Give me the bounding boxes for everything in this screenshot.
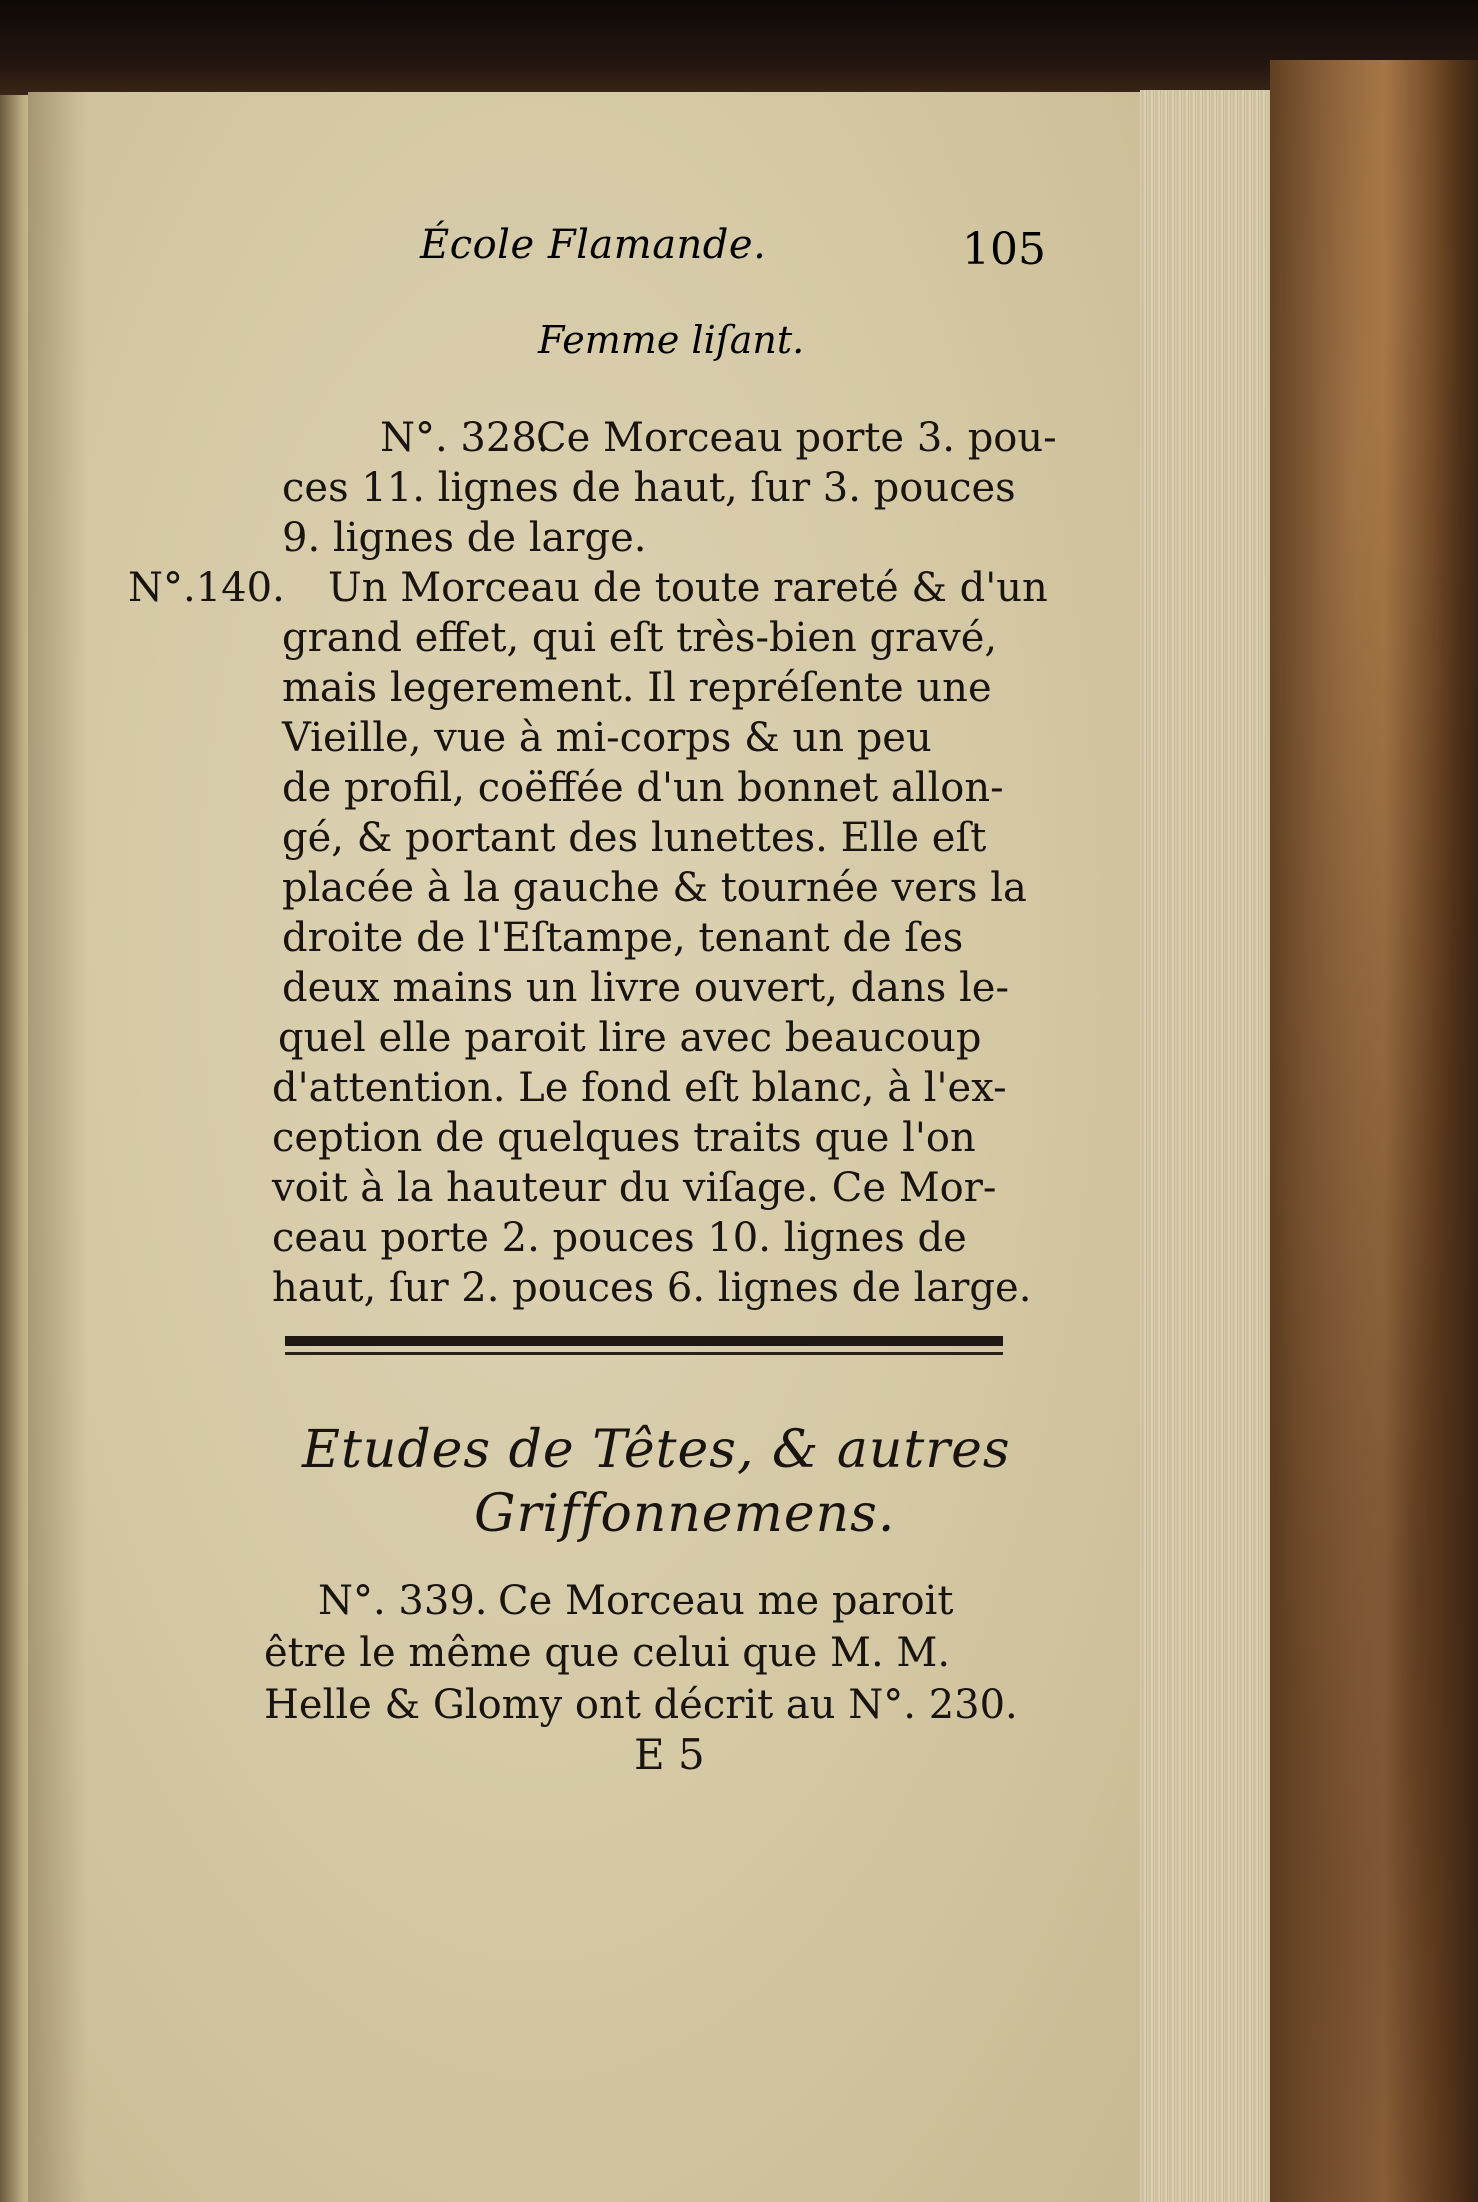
page-number: 105 <box>962 224 1046 275</box>
book-cover-top <box>0 0 1478 95</box>
page-block-edges <box>1140 90 1280 2202</box>
entry-line: être le même que celui que M. M. <box>264 1630 951 1676</box>
entry-line: de profil, coëffée d'un bonnet allon- <box>282 765 1004 811</box>
entry-line: Vieille, vue à mi-corps & un peu <box>282 715 932 761</box>
running-head: École Flamande. <box>420 222 767 268</box>
entry-line: mais legerement. Il repréſente une <box>282 665 992 711</box>
entry-line: d'attention. Le fond eſt blanc, à l'ex- <box>272 1065 1007 1111</box>
note-line: ces 11. lignes de haut, ſur 3. pouces <box>282 465 1016 511</box>
entry-number: N°. 339. <box>318 1578 488 1624</box>
section-heading: Etudes de Têtes, & autres <box>302 1420 1011 1480</box>
entry-line: quel elle paroit lire avec beaucoup <box>278 1015 982 1061</box>
entry-line: ceau porte 2. pouces 10. lignes de <box>272 1215 967 1261</box>
divider-thick-line <box>285 1336 1003 1346</box>
entry-number: N°.140. <box>128 565 285 611</box>
note-line: 9. lignes de large. <box>282 515 647 561</box>
signature-mark: E 5 <box>634 1730 705 1779</box>
section-heading: Griffonnemens. <box>474 1484 896 1544</box>
entry-line: voit à la hauteur du viſage. Ce Mor- <box>272 1165 997 1211</box>
entry-line: gé, & portant des lunettes. Elle eſt <box>282 815 987 861</box>
left-page-edge <box>0 95 30 2202</box>
entry-line: haut, ſur 2. pouces 6. lignes de large. <box>272 1265 1032 1311</box>
entry-line: grand effet, qui eſt très-bien gravé, <box>282 615 998 661</box>
entry-line: Un Morceau de toute rareté & d'un <box>328 565 1048 611</box>
divider-thin-line <box>285 1352 1003 1355</box>
entry-line: deux mains un livre ouvert, dans le- <box>282 965 1009 1011</box>
entry-line: Helle & Glomy ont décrit au N°. 230. <box>264 1682 1018 1728</box>
leather-cover <box>1270 60 1478 2202</box>
note-number: N°. 328. <box>380 415 550 461</box>
entry-line: Ce Morceau me paroit <box>498 1578 954 1624</box>
subtitle: Femme liſant. <box>538 318 805 362</box>
note-line: Ce Morceau porte 3. pou- <box>536 415 1057 461</box>
entry-line: placée à la gauche & tournée vers la <box>282 865 1027 911</box>
gutter-shadow <box>28 92 88 2202</box>
entry-line: droite de l'Eſtampe, tenant de ſes <box>282 915 964 961</box>
section-divider <box>285 1336 1003 1358</box>
entry-line: ception de quelques traits que l'on <box>272 1115 976 1161</box>
